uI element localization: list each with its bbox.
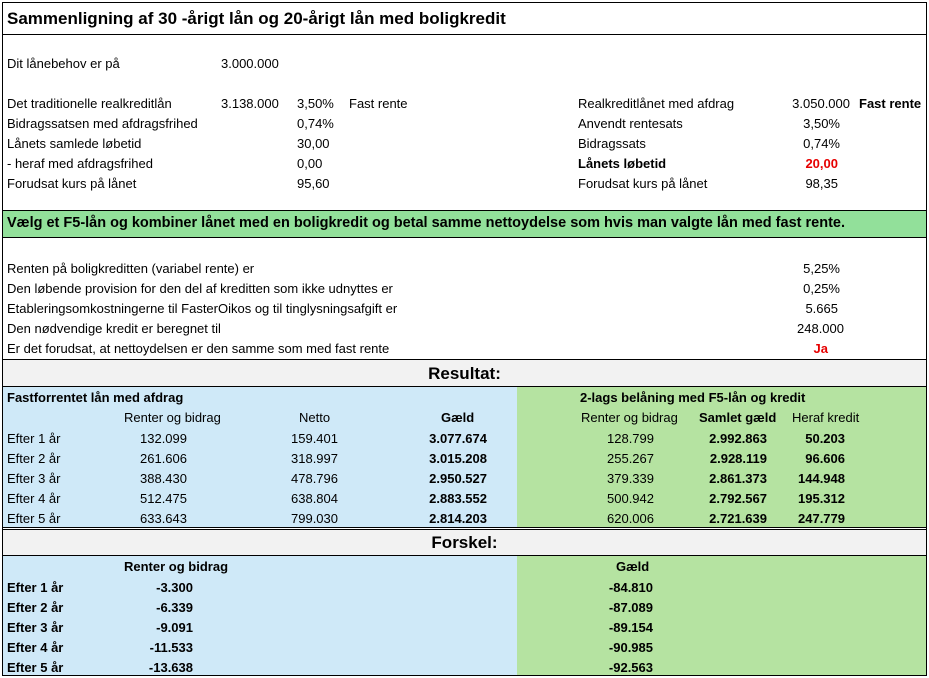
param-value2: 3,50% bbox=[297, 96, 334, 111]
cell-left: -6.339 bbox=[156, 600, 193, 615]
param-value: 3,50% bbox=[803, 116, 840, 131]
cell-right: -92.563 bbox=[608, 660, 653, 675]
divider-result-bottom bbox=[2, 527, 927, 528]
param-value2: 95,60 bbox=[297, 176, 330, 191]
cell-l2: 638.804 bbox=[291, 491, 338, 506]
cell-r3: 247.779 bbox=[798, 511, 845, 526]
param-value: 3.050.000 bbox=[792, 96, 850, 111]
credit-value: 248.000 bbox=[797, 321, 844, 336]
param-label: Forudsat kurs på lånet bbox=[578, 176, 708, 191]
cell-l2: 478.796 bbox=[291, 471, 338, 486]
divider-banner-top bbox=[2, 210, 927, 211]
row-label: Efter 5 år bbox=[7, 511, 61, 526]
divider-diff-head bbox=[2, 555, 927, 556]
param-note: Fast rente bbox=[859, 96, 922, 111]
cell-l1: 388.430 bbox=[140, 471, 187, 486]
cell-r1: 255.267 bbox=[607, 451, 654, 466]
cell-r2: 2.792.567 bbox=[709, 491, 767, 506]
divider-title bbox=[2, 34, 927, 35]
credit-value: 5.665 bbox=[805, 301, 838, 316]
cell-l3: 2.950.527 bbox=[429, 471, 487, 486]
result-left-title: Fastforrentet lån med afdrag bbox=[7, 390, 184, 405]
cell-l3: 2.814.203 bbox=[429, 511, 487, 526]
cell-left: -9.091 bbox=[156, 620, 193, 635]
col-header: Renter og bidrag bbox=[124, 410, 221, 425]
param-label: Bidragssatsen med afdragsfrihed bbox=[7, 116, 198, 131]
cell-l1: 512.475 bbox=[140, 491, 187, 506]
param-value: 0,74% bbox=[803, 136, 840, 151]
col-header: Renter og bidrag bbox=[581, 410, 678, 425]
banner-text: Vælg et F5-lån og kombiner lånet med en boligkredit og betal samme nettoydelse som hvis man valgte lån med fast rente. bbox=[7, 215, 845, 231]
cell-l1: 261.606 bbox=[140, 451, 187, 466]
row-label: Efter 2 år bbox=[7, 451, 61, 466]
need-value: 3.000.000 bbox=[221, 56, 279, 71]
cell-l3: 3.015.208 bbox=[429, 451, 487, 466]
cell-right: -89.154 bbox=[608, 620, 653, 635]
cell-r3: 50.203 bbox=[805, 431, 845, 446]
param-label: Lånets løbetid bbox=[578, 156, 667, 171]
row-label: Efter 5 år bbox=[7, 660, 64, 675]
result-right-title: 2-lags belåning med F5-lån og kredit bbox=[580, 390, 806, 405]
param-label: Realkreditlånet med afdrag bbox=[578, 96, 735, 111]
need-label: Dit lånebehov er på bbox=[7, 56, 120, 71]
param-value: 3.138.000 bbox=[221, 96, 279, 111]
divider-banner-bottom bbox=[2, 237, 927, 238]
credit-value: Ja bbox=[813, 341, 828, 356]
credit-value: 5,25% bbox=[803, 261, 840, 276]
diff-header-right: Gæld bbox=[616, 559, 650, 574]
diff-heading: Forskel: bbox=[431, 533, 498, 552]
page-title: Sammenligning af 30 -årigt lån og 20-årigt lån med boligkredit bbox=[7, 9, 506, 28]
row-label: Efter 1 år bbox=[7, 580, 64, 595]
cell-l2: 159.401 bbox=[291, 431, 338, 446]
diff-header-left: Renter og bidrag bbox=[124, 559, 229, 574]
col-header: Gæld bbox=[441, 410, 475, 425]
cell-r1: 500.942 bbox=[607, 491, 654, 506]
cell-l2: 318.997 bbox=[291, 451, 338, 466]
param-label: Det traditionelle realkreditlån bbox=[7, 96, 172, 111]
param-value2: 30,00 bbox=[297, 136, 330, 151]
cell-r3: 195.312 bbox=[798, 491, 845, 506]
cell-r1: 620.006 bbox=[607, 511, 654, 526]
credit-label: Renten på boligkreditten (variabel rente) er bbox=[7, 261, 255, 276]
row-label: Efter 3 år bbox=[7, 471, 61, 486]
cell-r2: 2.928.119 bbox=[709, 451, 767, 466]
param-label: Bidragssats bbox=[578, 136, 646, 151]
divider-result-head bbox=[2, 386, 927, 387]
cell-l3: 2.883.552 bbox=[429, 491, 487, 506]
cell-r1: 128.799 bbox=[607, 431, 654, 446]
cell-l2: 799.030 bbox=[291, 511, 338, 526]
param-note: Fast rente bbox=[349, 96, 408, 111]
param-value: 98,35 bbox=[805, 176, 838, 191]
cell-left: -13.638 bbox=[148, 660, 193, 675]
cell-r2: 2.861.373 bbox=[709, 471, 767, 486]
param-label: Forudsat kurs på lånet bbox=[7, 176, 137, 191]
credit-value: 0,25% bbox=[803, 281, 840, 296]
param-label: Anvendt rentesats bbox=[578, 116, 683, 131]
cell-l1: 132.099 bbox=[140, 431, 187, 446]
param-value: 20,00 bbox=[805, 156, 838, 171]
cell-right: -84.810 bbox=[608, 580, 653, 595]
col-header: Samlet gæld bbox=[699, 410, 777, 425]
credit-label: Er det forudsat, at nettoydelsen er den samme som med fast rente bbox=[7, 341, 390, 356]
row-label: Efter 2 år bbox=[7, 600, 64, 615]
cell-r3: 96.606 bbox=[805, 451, 845, 466]
cell-right: -87.089 bbox=[608, 600, 653, 615]
param-label: Lånets samlede løbetid bbox=[7, 136, 142, 151]
cell-r2: 2.992.863 bbox=[709, 431, 767, 446]
divider-diff-top bbox=[2, 529, 927, 530]
col-header: Heraf kredit bbox=[792, 410, 860, 425]
col-header: Netto bbox=[299, 410, 331, 425]
credit-label: Den løbende provision for den del af kreditten som ikke udnyttes er bbox=[7, 281, 393, 296]
credit-label: Den nødvendige kredit er beregnet til bbox=[7, 321, 221, 336]
row-label: Efter 1 år bbox=[7, 431, 61, 446]
cell-l1: 633.643 bbox=[140, 511, 187, 526]
result-heading: Resultat: bbox=[428, 364, 501, 383]
row-label: Efter 4 år bbox=[7, 640, 64, 655]
cell-l3: 3.077.674 bbox=[429, 431, 487, 446]
cell-left: -11.533 bbox=[149, 640, 193, 655]
cell-r2: 2.721.639 bbox=[709, 511, 767, 526]
credit-label: Etableringsomkostningerne til FasterOikos og til tinglysningsafgift er bbox=[7, 301, 398, 316]
param-label: - heraf med afdragsfrihed bbox=[7, 156, 153, 171]
param-value2: 0,74% bbox=[297, 116, 334, 131]
cell-r3: 144.948 bbox=[798, 471, 845, 486]
cell-r1: 379.339 bbox=[607, 471, 654, 486]
row-label: Efter 3 år bbox=[7, 620, 64, 635]
param-value2: 0,00 bbox=[297, 156, 323, 171]
divider-result-top bbox=[2, 359, 927, 360]
cell-left: -3.300 bbox=[156, 580, 193, 595]
row-label: Efter 4 år bbox=[7, 491, 61, 506]
cell-right: -90.985 bbox=[608, 640, 653, 655]
